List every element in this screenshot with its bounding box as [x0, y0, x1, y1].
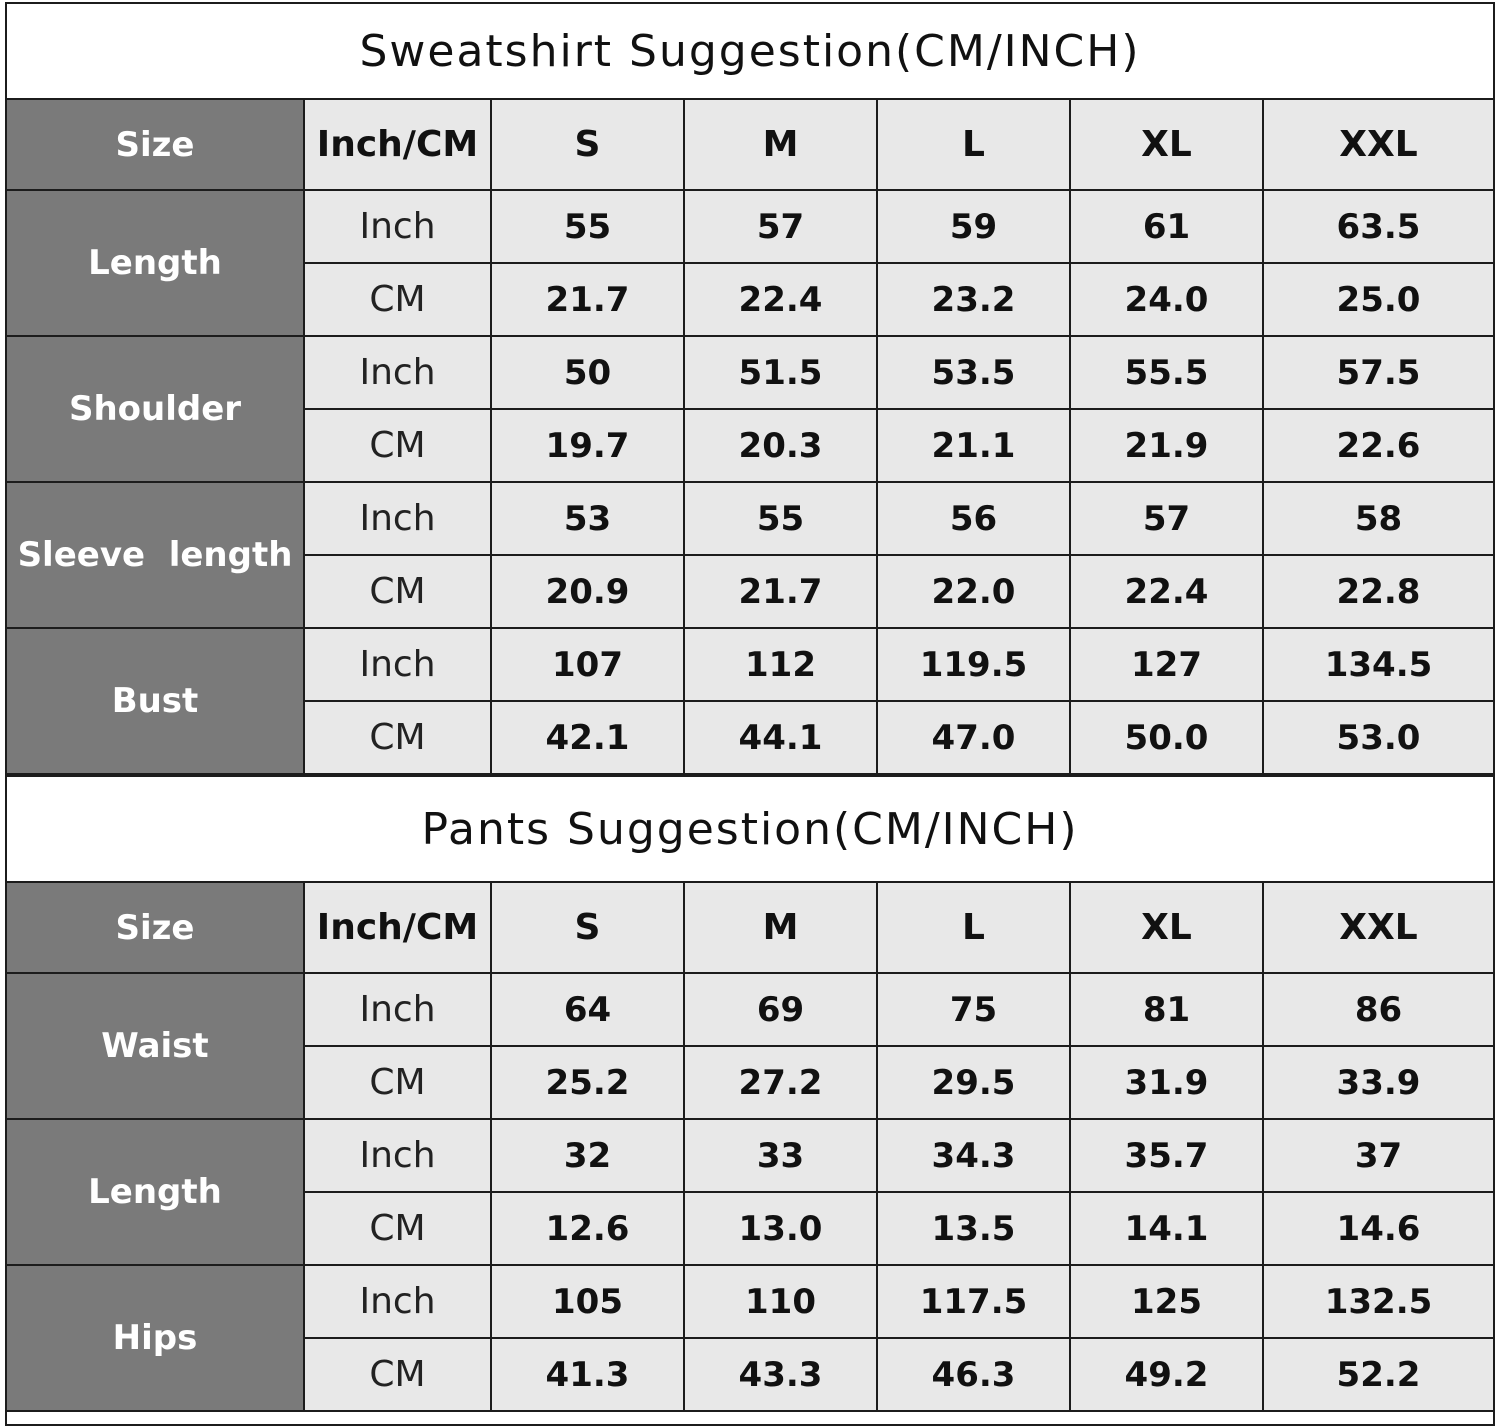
value-cell: 13.5 — [877, 1192, 1070, 1265]
value-cell: 50 — [491, 336, 684, 409]
value-cell: 110 — [684, 1265, 877, 1338]
value-cell: 125 — [1070, 1265, 1263, 1338]
table-row — [7, 482, 1493, 555]
unit-cell: Inch — [304, 628, 491, 701]
sweatshirt-size-table — [7, 100, 1493, 775]
value-cell: 117.5 — [877, 1265, 1070, 1338]
value-cell: 25.2 — [491, 1046, 684, 1119]
size-column-header: M — [684, 100, 877, 190]
unit-header-label: Inch/CM — [304, 883, 491, 973]
measurement-label-length: Length — [7, 190, 304, 336]
measurement-label-sleeve-length: Sleeve length — [7, 482, 304, 628]
table-row — [7, 973, 1493, 1046]
size-column-header: S — [491, 100, 684, 190]
value-cell: 32 — [491, 1119, 684, 1192]
value-cell: 29.5 — [877, 1046, 1070, 1119]
value-cell: 34.3 — [877, 1119, 1070, 1192]
measurement-label-length: Length — [7, 1119, 304, 1265]
value-cell: 27.2 — [684, 1046, 877, 1119]
value-cell: 53.5 — [877, 336, 1070, 409]
value-cell: 49.2 — [1070, 1338, 1263, 1411]
unit-cell: Inch — [304, 482, 491, 555]
unit-cell: Inch — [304, 1265, 491, 1338]
value-cell: 33 — [684, 1119, 877, 1192]
value-cell: 112 — [684, 628, 877, 701]
measurement-label-shoulder: Shoulder — [7, 336, 304, 482]
unit-cell: CM — [304, 555, 491, 628]
value-cell: 55 — [491, 190, 684, 263]
size-column-header: XXL — [1263, 100, 1493, 190]
value-cell: 22.8 — [1263, 555, 1493, 628]
unit-cell: Inch — [304, 336, 491, 409]
value-cell: 37 — [1263, 1119, 1493, 1192]
value-cell: 127 — [1070, 628, 1263, 701]
table-row — [7, 628, 1493, 701]
value-cell: 44.1 — [684, 701, 877, 774]
value-cell: 24.0 — [1070, 263, 1263, 336]
value-cell: 55.5 — [1070, 336, 1263, 409]
pants-header-row — [7, 883, 1493, 973]
value-cell: 19.7 — [491, 409, 684, 482]
unit-cell: CM — [304, 701, 491, 774]
value-cell: 75 — [877, 973, 1070, 1046]
value-cell: 13.0 — [684, 1192, 877, 1265]
value-cell: 134.5 — [1263, 628, 1493, 701]
value-cell: 64 — [491, 973, 684, 1046]
value-cell: 12.6 — [491, 1192, 684, 1265]
size-chart — [5, 2, 1495, 1426]
pants-section-title: Pants Suggestion(CM/INCH) — [7, 775, 1493, 883]
unit-cell: Inch — [304, 973, 491, 1046]
unit-cell: CM — [304, 409, 491, 482]
value-cell: 21.9 — [1070, 409, 1263, 482]
value-cell: 23.2 — [877, 263, 1070, 336]
value-cell: 58 — [1263, 482, 1493, 555]
value-cell: 21.7 — [684, 555, 877, 628]
value-cell: 57 — [684, 190, 877, 263]
value-cell: 55 — [684, 482, 877, 555]
value-cell: 107 — [491, 628, 684, 701]
value-cell: 57.5 — [1263, 336, 1493, 409]
value-cell: 81 — [1070, 973, 1263, 1046]
value-cell: 51.5 — [684, 336, 877, 409]
measurement-label-bust: Bust — [7, 628, 304, 774]
value-cell: 42.1 — [491, 701, 684, 774]
size-column-header: XL — [1070, 100, 1263, 190]
value-cell: 53 — [491, 482, 684, 555]
value-cell: 132.5 — [1263, 1265, 1493, 1338]
value-cell: 14.1 — [1070, 1192, 1263, 1265]
size-column-header: S — [491, 883, 684, 973]
value-cell: 25.0 — [1263, 263, 1493, 336]
value-cell: 61 — [1070, 190, 1263, 263]
value-cell: 22.4 — [684, 263, 877, 336]
unit-cell: CM — [304, 1338, 491, 1411]
pants-size-table — [7, 883, 1493, 1412]
unit-cell: CM — [304, 263, 491, 336]
unit-header-label: Inch/CM — [304, 100, 491, 190]
value-cell: 43.3 — [684, 1338, 877, 1411]
size-header-label: Size — [7, 100, 304, 190]
value-cell: 31.9 — [1070, 1046, 1263, 1119]
value-cell: 119.5 — [877, 628, 1070, 701]
sweatshirt-header-row — [7, 100, 1493, 190]
value-cell: 21.7 — [491, 263, 684, 336]
size-column-header: XXL — [1263, 883, 1493, 973]
size-column-header: L — [877, 883, 1070, 973]
value-cell: 35.7 — [1070, 1119, 1263, 1192]
table-row — [7, 190, 1493, 263]
value-cell: 53.0 — [1263, 701, 1493, 774]
value-cell: 22.0 — [877, 555, 1070, 628]
value-cell: 50.0 — [1070, 701, 1263, 774]
value-cell: 22.4 — [1070, 555, 1263, 628]
size-column-header: L — [877, 100, 1070, 190]
value-cell: 56 — [877, 482, 1070, 555]
value-cell: 21.1 — [877, 409, 1070, 482]
unit-cell: CM — [304, 1046, 491, 1119]
table-row — [7, 1119, 1493, 1192]
value-cell: 14.6 — [1263, 1192, 1493, 1265]
value-cell: 52.2 — [1263, 1338, 1493, 1411]
unit-cell: Inch — [304, 1119, 491, 1192]
value-cell: 22.6 — [1263, 409, 1493, 482]
size-header-label: Size — [7, 883, 304, 973]
value-cell: 47.0 — [877, 701, 1070, 774]
value-cell: 69 — [684, 973, 877, 1046]
value-cell: 20.9 — [491, 555, 684, 628]
size-column-header: M — [684, 883, 877, 973]
value-cell: 63.5 — [1263, 190, 1493, 263]
table-row — [7, 1265, 1493, 1338]
sweatshirt-section-title: Sweatshirt Suggestion(CM/INCH) — [7, 4, 1493, 100]
value-cell: 105 — [491, 1265, 684, 1338]
value-cell: 20.3 — [684, 409, 877, 482]
size-column-header: XL — [1070, 883, 1263, 973]
unit-cell: Inch — [304, 190, 491, 263]
table-row — [7, 336, 1493, 409]
measurement-label-hips: Hips — [7, 1265, 304, 1411]
value-cell: 33.9 — [1263, 1046, 1493, 1119]
value-cell: 59 — [877, 190, 1070, 263]
unit-cell: CM — [304, 1192, 491, 1265]
value-cell: 46.3 — [877, 1338, 1070, 1411]
value-cell: 41.3 — [491, 1338, 684, 1411]
measurement-label-waist: Waist — [7, 973, 304, 1119]
value-cell: 86 — [1263, 973, 1493, 1046]
value-cell: 57 — [1070, 482, 1263, 555]
